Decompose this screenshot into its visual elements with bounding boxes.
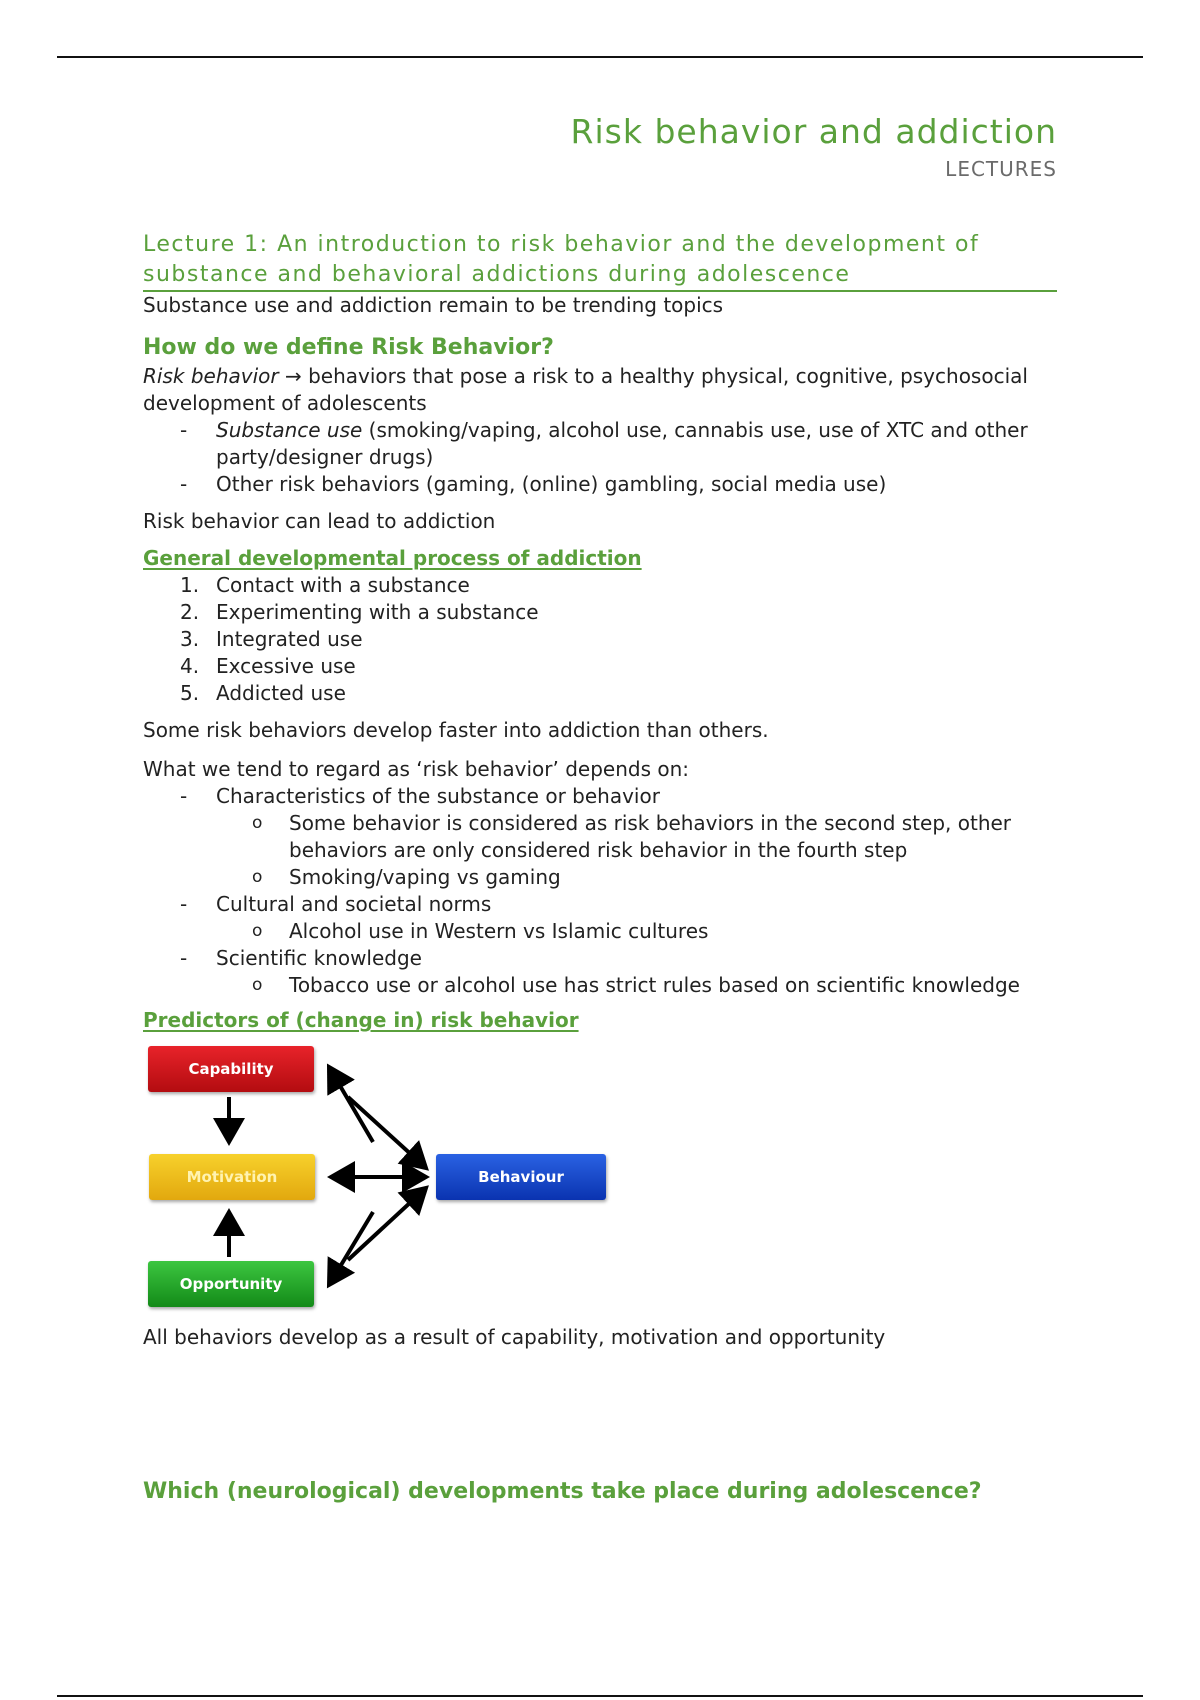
process-note-1: Some risk behaviors develop faster into addiction than others. (143, 718, 769, 742)
sub-item-text: Tobacco use or alcohol use has strict rules based on scientific knowledge (289, 973, 1020, 997)
arrow-opportunity-to-behaviour (348, 1188, 426, 1260)
step-text: Contact with a substance (216, 573, 470, 597)
circle-marker: o (252, 867, 263, 887)
diagram-caption: All behaviors develop as a result of capability, motivation and opportunity (143, 1325, 886, 1349)
spacer (143, 1351, 1057, 1463)
arrow-behaviour-to-opportunity (329, 1212, 373, 1285)
sub-item (216, 864, 1057, 891)
behaviour-box: Behaviour (436, 1154, 606, 1200)
sub-item-text: Smoking/vaping vs gaming (289, 865, 561, 889)
document-title: Risk behavior and addiction (570, 112, 1057, 151)
step-text: Experimenting with a substance (216, 600, 539, 624)
factor-item (143, 783, 1057, 891)
predictors-heading: Predictors of (change in) risk behavior (143, 1008, 579, 1032)
step-number: 3. (180, 627, 200, 651)
sub-item (216, 810, 1057, 864)
step-text: Addicted use (216, 681, 346, 705)
factor-item (143, 891, 1057, 945)
step-text: Integrated use (216, 627, 363, 651)
motivation-box: Motivation (149, 1154, 315, 1200)
arrow-icon: → (284, 364, 302, 388)
process-note-2: What we tend to regard as ‘risk behavior’ depends on: (143, 757, 690, 781)
step-item (143, 599, 1057, 626)
document-subtitle: LECTURES (945, 157, 1057, 181)
list-item-text: Other risk behaviors (gaming, (online) gambling, social media use) (216, 472, 887, 496)
bottom-rule (57, 1695, 1143, 1697)
step-number: 4. (180, 654, 200, 678)
step-item (143, 653, 1057, 680)
dash-marker: - (180, 892, 188, 916)
factor-sublist (216, 918, 1057, 945)
factor-item (143, 945, 1057, 999)
process-heading: General developmental process of addiction (143, 546, 642, 570)
dash-marker: - (180, 946, 188, 970)
top-rule (57, 56, 1143, 58)
list-item (143, 471, 1057, 498)
circle-marker: o (252, 921, 263, 941)
define-heading: How do we define Risk Behavior? (143, 335, 554, 360)
next-section-heading: Which (neurological) developments take place during adolescence? (143, 1479, 982, 1504)
definition-paragraph (143, 363, 1057, 417)
dash-marker: - (180, 418, 188, 442)
step-text: Excessive use (216, 654, 356, 678)
circle-marker: o (252, 975, 263, 995)
definition-text: behaviors that pose a risk to a healthy physical, cognitive, psychosocial development of adolescents (143, 364, 1028, 415)
list-item-text: (smoking/vaping, alcohol use, cannabis use, use of XTC and other party/designer drugs) (216, 418, 1028, 469)
dash-marker: - (180, 472, 188, 496)
sub-item (216, 918, 1057, 945)
process-steps-list (143, 572, 1057, 707)
factor-text: Characteristics of the substance or behavior (216, 784, 660, 808)
step-number: 5. (180, 681, 200, 705)
capability-box: Capability (148, 1046, 314, 1092)
lecture-heading: Lecture 1: An introduction to risk behavior and the development of substance and behavioral addictions during adolescence (143, 230, 1057, 292)
opportunity-box: Opportunity (148, 1261, 314, 1307)
list-item-emphasis: Substance use (216, 418, 363, 442)
lecture-intro: Substance use and addiction remain to be trending topics (143, 293, 724, 317)
factor-text: Scientific knowledge (216, 946, 422, 970)
factor-text: Cultural and societal norms (216, 892, 492, 916)
arrow-behaviour-to-capability (329, 1067, 373, 1142)
arrow-capability-to-behaviour (348, 1097, 426, 1168)
risk-behavior-list (143, 417, 1057, 498)
factors-list (143, 783, 1057, 999)
definition-term: Risk behavior (143, 364, 279, 388)
sub-item (216, 972, 1057, 999)
com-b-diagram (143, 1042, 613, 1312)
sub-item-text: Alcohol use in Western vs Islamic cultures (289, 919, 709, 943)
step-number: 2. (180, 600, 200, 624)
step-number: 1. (180, 573, 200, 597)
step-item (143, 680, 1057, 707)
list-item (143, 417, 1057, 471)
step-item (143, 572, 1057, 599)
circle-marker: o (252, 813, 263, 833)
dash-marker: - (180, 784, 188, 808)
factor-sublist (216, 972, 1057, 999)
factor-sublist (216, 810, 1057, 891)
step-item (143, 626, 1057, 653)
document-body (143, 230, 1057, 1507)
sub-item-text: Some behavior is considered as risk behaviors in the second step, other behaviors are only considered risk behavior in the fourth step (289, 811, 1012, 862)
risk-conclusion: Risk behavior can lead to addiction (143, 509, 496, 533)
